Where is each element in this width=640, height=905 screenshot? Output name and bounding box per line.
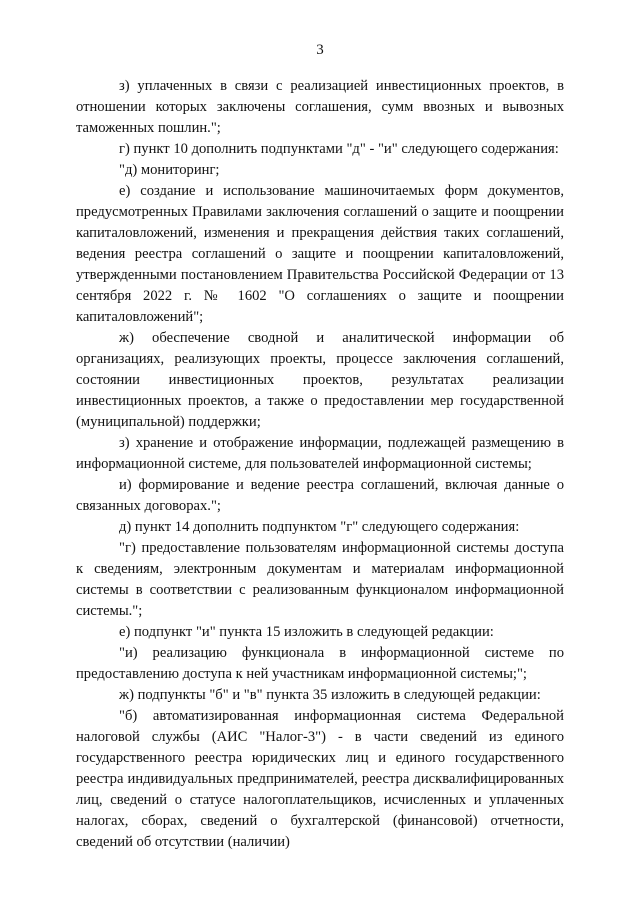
paragraph-e-point-15: е) подпункт "и" пункта 15 изложить в следующей редакции: bbox=[119, 624, 494, 640]
paragraph-g-access: "г) предоставление пользователям информационной системы доступа к сведениям, электронным документам и материалам информационной системы в соответствии с реализованным функционалом информационной системы."; bbox=[76, 540, 564, 619]
paragraph-i-functional: "и) реализацию функционала в информационной системе по предоставлению доступа к ней участникам информационной системы;"; bbox=[76, 645, 564, 682]
paragraph-b-ais-nalog: "б) автоматизированная информационная система Федеральной налоговой службы (АИС "Налог-3") - в части сведений из единого государственного реестра юридических лиц и единого государственного реестра индивидуальных предпринимателей, реестра дисквалифицированных лиц, сведений о статусе налогоплательщиков, исчисленных и уплаченных налогах, сборах, сведений о бухгалтерской (финансовой) отчетности, сведений об отсутствии (наличии) bbox=[76, 708, 564, 850]
paragraph-i-registry: и) формирование и ведение реестра соглашений, включая данные о связанных договорах."; bbox=[76, 477, 564, 514]
paragraph-g-point-10: г) пункт 10 дополнить подпунктами "д" - "и" следующего содержания: bbox=[119, 141, 559, 157]
paragraph-e-machine-readable-forms: е) создание и использование машиночитаемых форм документов, предусмотренных Правилами заключения соглашений о защите и поощрении капиталовложений, изменения и прекращения действия таких соглашений, ведения реестра соглашений о защите и поощрении капиталовложений, утвержденными постановлением Правительства Российской Федерации от 13 сентября 2022 г. № 1602 "О соглашениях о защите и поощрении капиталовложений"; bbox=[76, 183, 564, 325]
document-body bbox=[76, 76, 564, 853]
paragraph-z-customs-duties: з) уплаченных в связи с реализацией инвестиционных проектов, в отношении которых заключены соглашения, сумм ввозных и вывозных таможенных пошлин."; bbox=[76, 78, 564, 136]
paragraph-d-point-14: д) пункт 14 дополнить подпунктом "г" следующего содержания: bbox=[119, 519, 520, 535]
paragraph-d-monitoring: "д) мониторинг; bbox=[119, 162, 220, 178]
paragraph-zh-point-35: ж) подпункты "б" и "в" пункта 35 изложить в следующей редакции: bbox=[119, 687, 541, 703]
paragraph-z-storage: з) хранение и отображение информации, подлежащей размещению в информационной системе, для пользователей информационной системы; bbox=[76, 435, 564, 472]
paragraph-zh-analytics: ж) обеспечение сводной и аналитической информации об организациях, реализующих проекты, процессе заключения соглашений, состоянии инвестиционных проектов, результатах реализации инвестиционных проектов, а также о предоставлении мер государственной (муниципальной) поддержки; bbox=[76, 330, 564, 430]
page-number: 3 bbox=[316, 42, 324, 58]
